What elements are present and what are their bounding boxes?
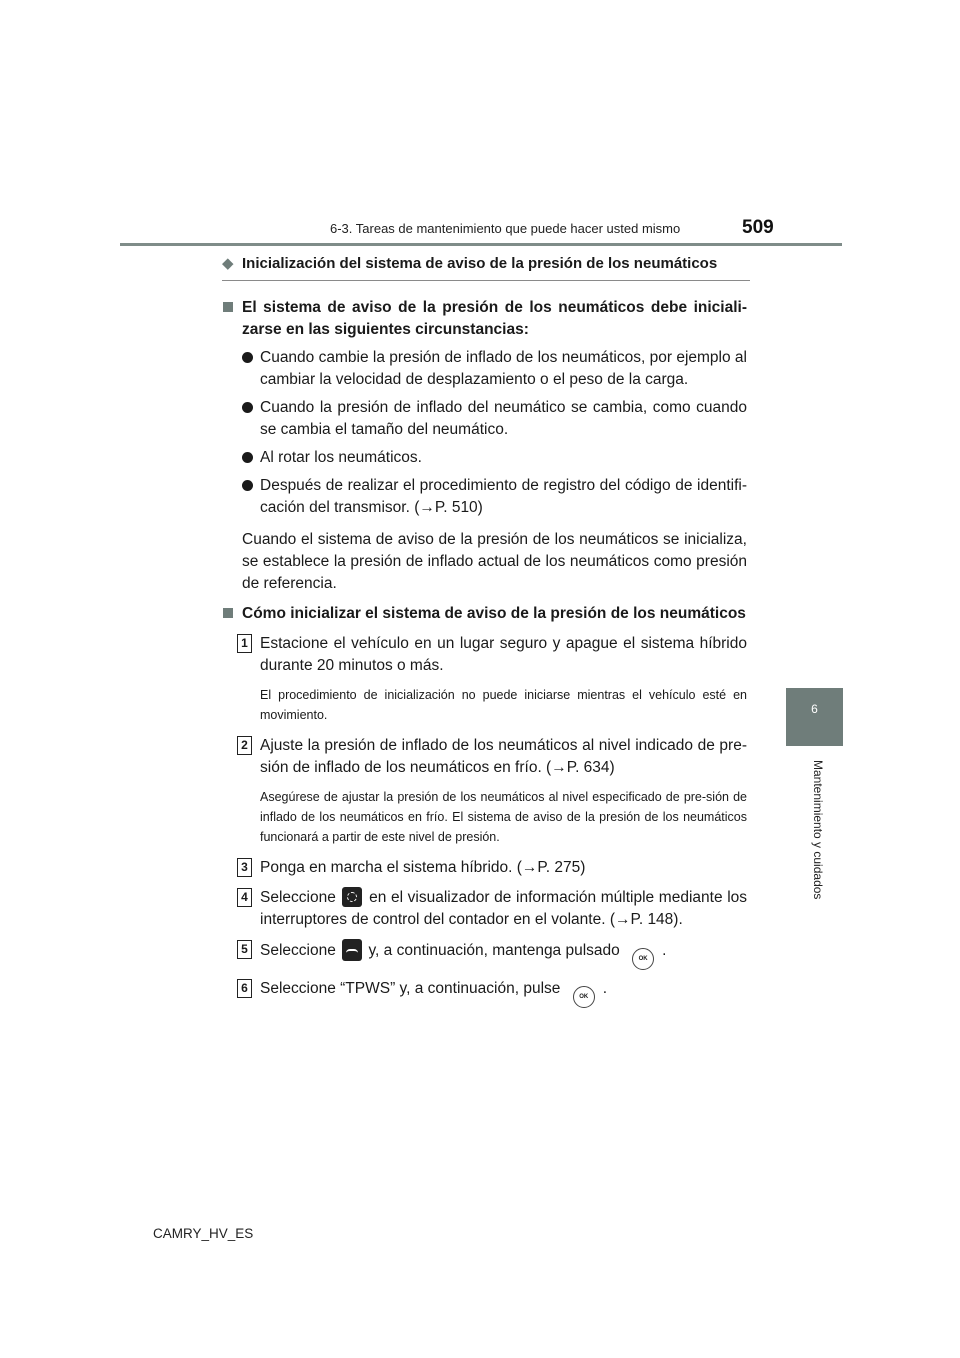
step-number: 4 xyxy=(237,888,252,907)
list-item xyxy=(222,475,747,519)
bullet-dot-icon xyxy=(242,480,253,491)
list-item-text: Cuando cambie la presión de inflado de los neumáticos, por ejemplo al cambiar la velocidad de desplazamiento o el peso de la carga. xyxy=(260,349,747,388)
step-text: Ponga en marcha el sistema híbrido. (→P. 275) xyxy=(260,859,586,876)
step-text: en el visualizador de información múltiple mediante los interruptores de control del contador en el volante. (→P. 148). xyxy=(260,889,748,928)
list-item-text: Cuando la presión de inflado del neumático se cambia, como cuando se cambia el tamaño del neumático. xyxy=(260,399,747,438)
list-item-text: Después de realizar el procedimiento de registro del código de identifi-cación del transmisor. (→P. 510) xyxy=(260,477,747,516)
bullet-dot-icon xyxy=(242,352,253,363)
subsection-title-text: El sistema de aviso de la presión de los neumáticos debe iniciali-zarse en las siguientes circunstancias: xyxy=(242,299,747,338)
gear-icon xyxy=(342,887,362,907)
step xyxy=(222,633,747,677)
list-item-text: Al rotar los neumáticos. xyxy=(260,449,422,466)
step-text: Seleccione “TPWS” y, a continuación, pulse xyxy=(260,980,561,997)
step-text: Ajuste la presión de inflado de los neumáticos al nivel indicado de pre-sión de inflado de los neumáticos en frío. (→P. 634) xyxy=(260,737,747,776)
paragraph: Cuando el sistema de aviso de la presión de los neumáticos se inicializa, se establece la presión de inflado actual de los neumáticos como presión de referencia. xyxy=(242,531,747,592)
subsection-title-text: Cómo inicializar el sistema de aviso de la presión de los neumáticos xyxy=(242,605,746,622)
list-item xyxy=(222,397,747,441)
side-tab-number: 6 xyxy=(811,702,818,716)
step xyxy=(222,735,747,779)
square-bullet-icon xyxy=(223,608,233,618)
step xyxy=(222,887,747,931)
section-title xyxy=(222,253,750,281)
step-text: Estacione el vehículo en un lugar seguro y apague el sistema híbrido durante 20 minutos o más. xyxy=(260,635,747,674)
ok-button-icon: OK xyxy=(573,986,595,1008)
step xyxy=(222,939,747,970)
step-text: y, a continuación, mantenga pulsado xyxy=(368,942,620,959)
step-text: Seleccione xyxy=(260,889,336,906)
header-section: 6-3. Tareas de mantenimiento que puede hacer usted mismo xyxy=(330,221,681,236)
step-note: Asegúrese de ajustar la presión de los neumáticos al nivel especificado de pre-sión de inflado de los neumáticos en frío. El sistema de aviso de la presión de los neumáticos funcionará a partir de este nivel de presión. xyxy=(260,790,747,844)
bullet-dot-icon xyxy=(242,402,253,413)
side-title: Mantenimiento y cuidados xyxy=(811,760,825,900)
step-number: 3 xyxy=(237,858,252,877)
step-text: . xyxy=(602,980,608,997)
subsection-title xyxy=(222,603,747,625)
step-note: El procedimiento de inicialización no puede iniciarse mientras el vehículo esté en movimiento. xyxy=(260,688,747,722)
step xyxy=(222,857,747,879)
step-number: 5 xyxy=(237,940,252,959)
header-rule xyxy=(120,243,842,246)
subsection-title xyxy=(222,297,747,341)
page-number: 509 xyxy=(742,217,774,238)
step-text: . xyxy=(662,942,667,959)
section-title-text: Inicialización del sistema de aviso de la presión de los neumáticos xyxy=(242,255,718,272)
side-tab xyxy=(786,688,843,746)
square-bullet-icon xyxy=(223,302,233,312)
step-number: 2 xyxy=(237,736,252,755)
list-item xyxy=(222,447,747,469)
list-item xyxy=(222,347,747,391)
car-icon xyxy=(342,939,362,961)
footer-code: CAMRY_HV_ES xyxy=(153,1226,254,1241)
step-text: Seleccione xyxy=(260,942,336,959)
ok-button-icon: OK xyxy=(632,948,654,970)
step xyxy=(222,978,747,1008)
content xyxy=(222,253,747,1008)
step-number: 6 xyxy=(237,979,252,998)
diamond-icon: ◆ xyxy=(222,255,234,272)
bullet-dot-icon xyxy=(242,452,253,463)
step-number: 1 xyxy=(237,634,252,653)
